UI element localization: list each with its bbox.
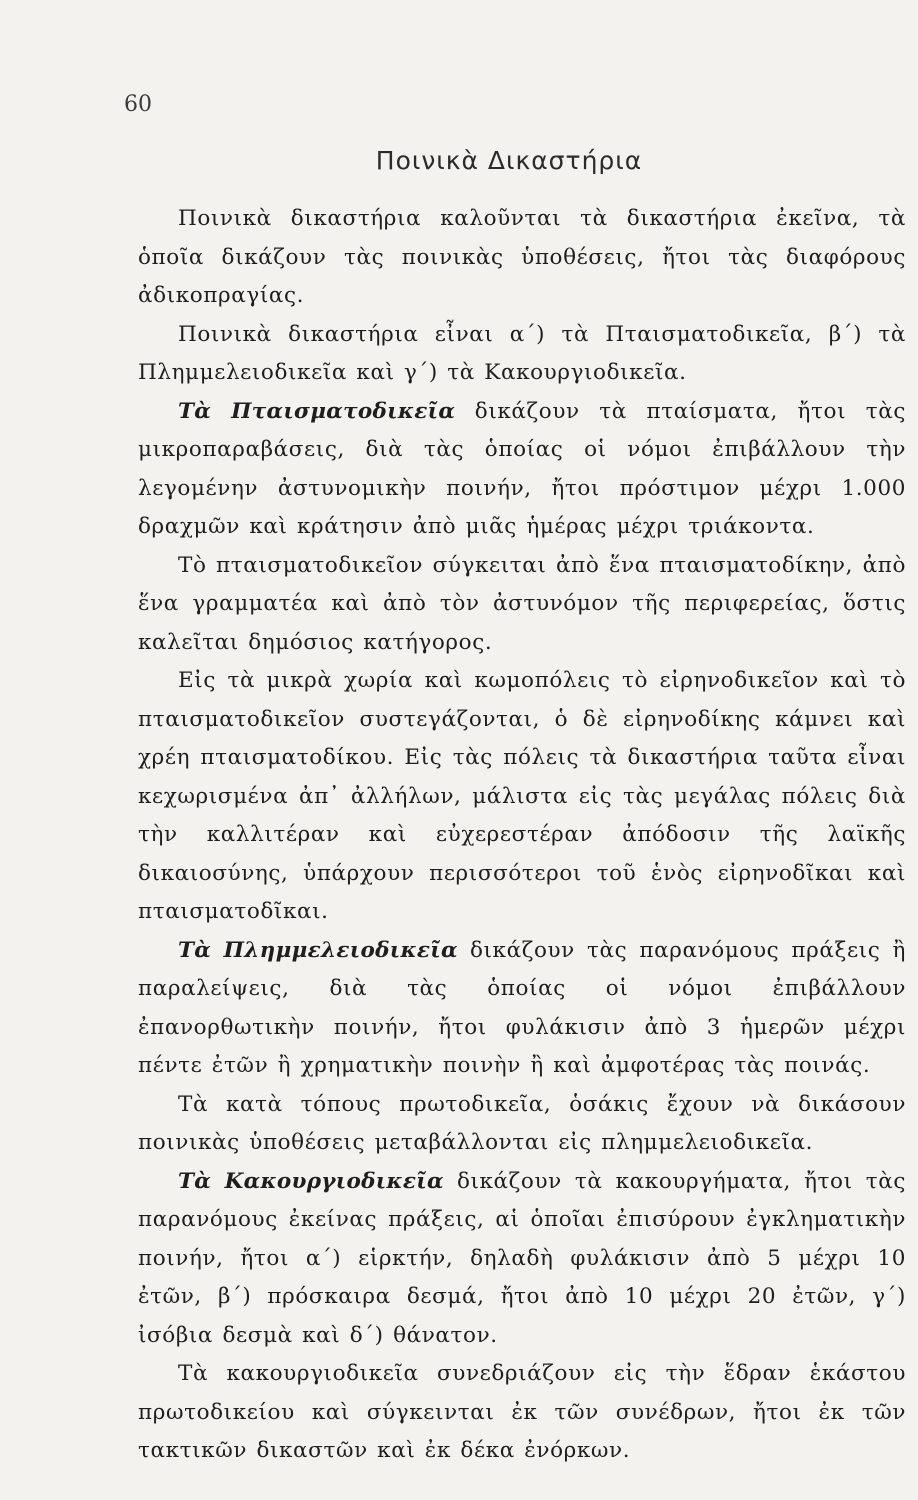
body-text (138, 200, 906, 1471)
page-number: 60 (124, 92, 152, 117)
paragraph-5 (138, 662, 906, 932)
paragraph-1-text: Ποινικὰ δικαστήρια καλοῦνται τὰ δικαστήρια ἐκεῖνα, τὰ ὁποῖα δικάζουν τὰς ποινικὰς ὑποθέσεις, ἤτοι τὰς διαφόρους ἀδικοπραγίας. (138, 206, 906, 308)
paragraph-7-text: Τὰ κατὰ τόπους πρωτοδικεῖα, ὁσάκις ἔχουν νὰ δικάσουν ποινικὰς ὑποθέσεις μεταβάλλονται εἰς πλημμελειοδικεῖα. (138, 1091, 906, 1155)
page-title: Ποινικὰ Δικαστήρια (375, 146, 643, 175)
paragraph-3 (138, 393, 906, 547)
paragraph-9 (138, 1355, 906, 1471)
paragraph-8-text: δικάζουν τὰ κακουργήματα, ἤτοι τὰς παρανόμους ἐκείνας πράξεις, αἱ ὁποῖαι ἐπισύρουν ἐγκληματικὴν ποινήν, ἤτοι α΄) εἱρκτήν, δηλαδὴ φυλάκισιν ἀπὸ 5 μέχρι 10 ἐτῶν, β΄) πρόσκαιρα δεσμά, ἤτοι ἀπὸ 10 μέχρι 20 ἐτῶν, γ΄) ἰσόβια δεσμὰ καὶ δ΄) θάνατον. (138, 1168, 906, 1348)
paragraph-4-text: Τὸ πταισματοδικεῖον σύγκειται ἀπὸ ἕνα πταισματοδίκην, ἀπὸ ἕνα γραμματέα καὶ ἀπὸ τὸν ἀστυνόμον τῆς περιφερείας, ὅστις καλεῖται δημόσιος κατήγορος. (138, 552, 906, 655)
paragraph-7 (138, 1086, 906, 1163)
paragraph-5-text: Εἰς τὰ μικρὰ χωρία καὶ κωμοπόλεις τὸ εἰρηνοδικεῖον καὶ τὸ πταισματοδικεῖον συστεγάζονται, ὁ δὲ εἰρηνοδίκης κάμνει καὶ χρέη πταισματοδίκου. Εἰς τὰς πόλεις τὰ δικαστήρια ταῦτα εἶναι κεχωρισμένα ἀπ᾿ ἀλλήλων, μάλιστα εἰς τὰς μεγάλας πόλεις διὰ τὴν καλλιτέραν καὶ εὐχερεστέραν ἀπόδοσιν τῆς λαϊκῆς δικαιοσύνης, ὑπάρχουν περισσότεροι τοῦ ἑνὸς εἰρηνοδῖκαι καὶ πταισματοδῖκαι. (138, 668, 906, 924)
paragraph-6 (138, 932, 906, 1086)
paragraph-2 (138, 316, 906, 393)
paragraph-1 (138, 200, 906, 316)
term-ptaismatodikeia: Τὰ Πταισματοδικεῖα (178, 398, 456, 424)
paragraph-4 (138, 547, 906, 663)
paragraph-8 (138, 1163, 906, 1356)
term-kakourgiodikeia: Τὰ Κακουργιοδικεῖα (178, 1168, 444, 1194)
term-plimmeleiodikeia: Τὰ Πλημμελειοδικεῖα (178, 937, 458, 963)
paragraph-2-text: Ποινικὰ δικαστήρια εἶναι α΄) τὰ Πταισματοδικεῖα, β΄) τὰ Πλημμελειοδικεῖα καὶ γ΄) τὰ Κακουργιοδικεῖα. (138, 321, 906, 385)
paragraph-6-text: δικάζουν τὰς παρανόμους πράξεις ἢ παραλείψεις, διὰ τὰς ὁποίας οἱ νόμοι ἐπιβάλλουν ἐπανορθωτικὴν ποινήν, ἤτοι φυλάκισιν ἀπὸ 3 ἡμερῶν μέχρι πέντε ἐτῶν ἢ χρηματικὴν ποινὴν ἢ καὶ ἀμφοτέρας τὰς ποινάς. (138, 937, 906, 1078)
paragraph-3-text: δικάζουν τὰ πταίσματα, ἤτοι τὰς μικροπαραβάσεις, διὰ τὰς ὁποίας οἱ νόμοι ἐπιβάλλουν τὴν λεγομένην ἀστυνομικὴν ποινήν, ἤτοι πρόστιμον μέχρι 1.000 δραχμῶν καὶ κράτησιν ἀπὸ μιᾶς ἡμέρας μέχρι τριάκοντα. (138, 398, 906, 539)
paragraph-9-text: Τὰ κακουργιοδικεῖα συνεδριάζουν εἰς τὴν ἕδραν ἑκάστου πρωτοδικείου καὶ σύγκεινται ἐκ τῶν συνέδρων, ἤτοι ἐκ τῶν τακτικῶν δικαστῶν καὶ ἐκ δέκα ἐνόρκων. (138, 1361, 906, 1463)
